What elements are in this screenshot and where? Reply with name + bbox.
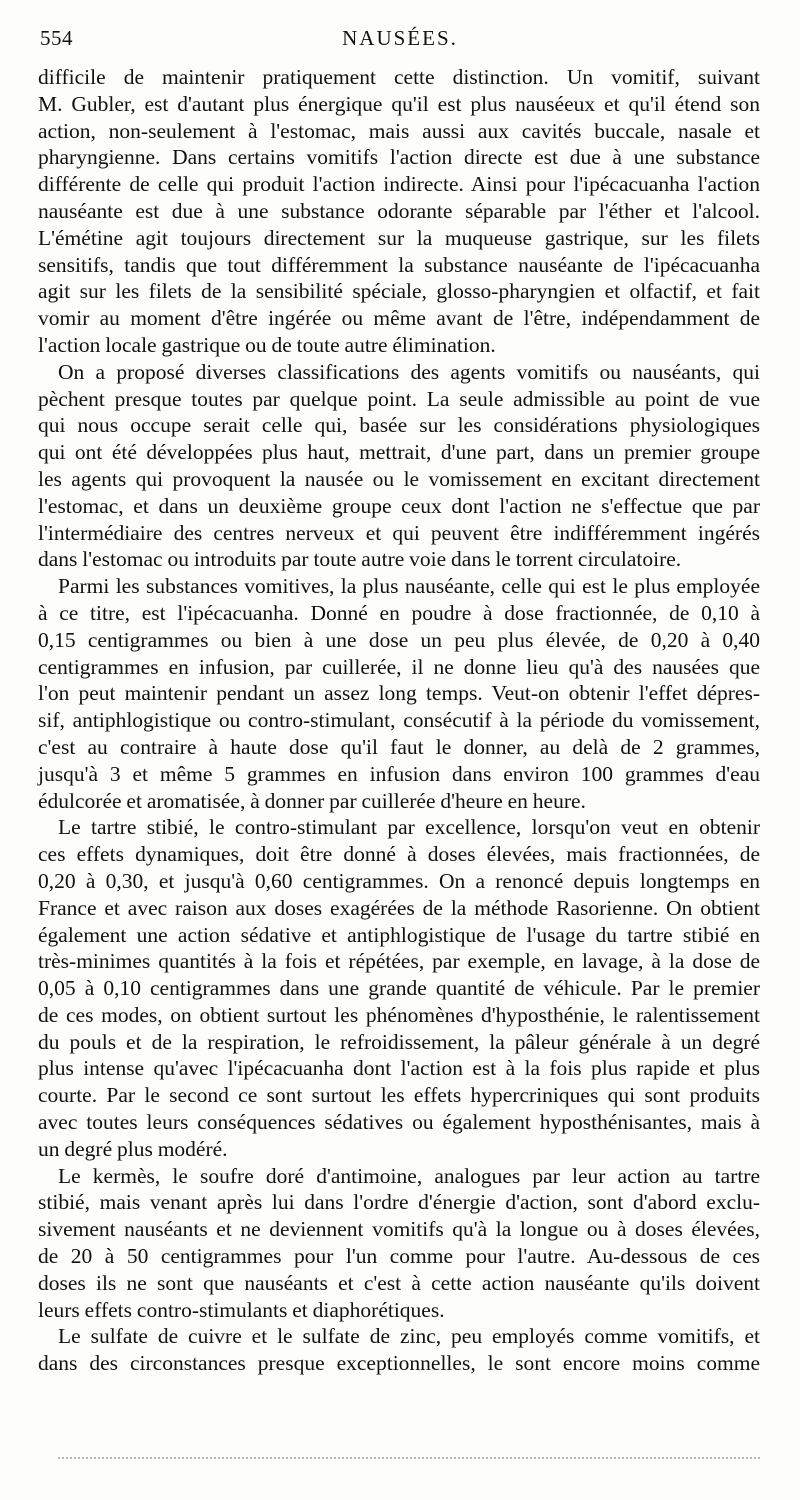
- text-line: les agents qui provoquent la nausée ou le vomissement en excitant directement: [38, 466, 760, 491]
- text-line: Parmi les substances vomitives, la plus nauséante, celle qui est le plus employée: [58, 574, 760, 599]
- text-line: édulcorée et aromatisée, à donner par cuillerée d'heure en heure.: [38, 788, 586, 813]
- text-line: de ces modes, on obtient surtout les phénomènes d'hyposthénie, le ralentissement: [38, 1002, 760, 1027]
- text-line: 0,05 à 0,10 centigrammes dans une grande quantité de véhicule. Par le premier: [38, 976, 760, 1001]
- paragraph: [38, 1163, 760, 1324]
- text-line: avec toutes leurs conséquences sédatives ou également hyposthénisantes, mais à: [38, 1110, 760, 1135]
- text-line: action, non-seulement à l'estomac, mais aussi aux cavités buccale, nasale et: [38, 118, 760, 143]
- text-line: jusqu'à 3 et même 5 grammes en infusion dans environ 100 grammes d'eau: [38, 761, 760, 786]
- text-line: l'intermédiaire des centres nerveux et qui peuvent être indifféremment ingérés: [38, 520, 760, 545]
- text-line: dans l'estomac ou introduits par toute autre voie dans le torrent circulatoire.: [38, 547, 682, 572]
- text-line: à ce titre, est l'ipécacuanha. Donné en poudre à dose fractionnée, de 0,10 à: [38, 600, 760, 625]
- paragraph: [38, 64, 760, 359]
- text-line: Le kermès, le soufre doré d'antimoine, analogues par leur action au tartre: [58, 1163, 760, 1188]
- text-line: Le sulfate de cuivre et le sulfate de zinc, peu employés comme vomitifs, et: [58, 1324, 760, 1349]
- paragraph: [38, 814, 760, 1162]
- text-line: également une action sédative et antiphlogistique de l'usage du tartre stibié en: [38, 922, 760, 947]
- text-line: 0,20 à 0,30, et jusqu'à 0,60 centigrammes. On a renoncé depuis longtemps en: [38, 868, 760, 893]
- text-line: de 20 à 50 centigrammes pour l'un comme pour l'autre. Au-dessous de ces: [38, 1244, 760, 1269]
- text-line: nauséante est due à une substance odorante séparable par l'éther et l'alcool.: [38, 198, 760, 223]
- paragraph: [38, 573, 760, 814]
- text-line: l'action locale gastrique ou de toute autre élimination.: [38, 332, 496, 357]
- text-line: pèchent presque toutes par quelque point. La seule admissible au point de vue: [38, 386, 760, 411]
- paragraph: [38, 359, 760, 573]
- text-line: c'est au contraire à haute dose qu'il faut le donner, au delà de 2 grammes,: [38, 734, 760, 759]
- text-line: L'émétine agit toujours directement sur la muqueuse gastrique, sur les filets: [38, 225, 760, 250]
- running-title: NAUSÉES.: [342, 26, 458, 50]
- text-line: difficile de maintenir pratiquement cette distinction. Un vomitif, suivant: [38, 65, 760, 89]
- text-line: France et avec raison aux doses exagérées de la méthode Rasorienne. On obtient: [38, 895, 760, 920]
- text-line: pharyngienne. Dans certains vomitifs l'action directe est due à une substance: [38, 145, 760, 170]
- text-line: agit sur les filets de la sensibilité spéciale, glosso-pharyngien et olfactif, et fait: [38, 279, 760, 304]
- paragraph: [38, 1323, 760, 1377]
- text-line: stibié, mais venant après lui dans l'ordre d'énergie d'action, sont d'abord exclu-: [38, 1190, 760, 1215]
- text-line: 0,15 centigrammes ou bien à une dose un peu plus élevée, de 0,20 à 0,40: [38, 627, 760, 652]
- text-line: l'estomac, et dans un deuxième groupe ceux dont l'action ne s'effectue que par: [38, 493, 760, 518]
- text-line: l'on peut maintenir pendant un assez long temps. Veut-on obtenir l'effet dépres-: [38, 681, 760, 706]
- text-line: différente de celle qui produit l'action indirecte. Ainsi pour l'ipécacuanha l'action: [38, 172, 760, 197]
- text-line: sensitifs, tandis que tout différemment la substance nauséante de l'ipécacuanha: [38, 252, 760, 277]
- text-line: M. Gubler, est d'autant plus énergique qu'il est plus nauséeux et qu'il étend son: [38, 91, 760, 116]
- text-line: qui ont été développées plus haut, mettrait, d'une part, dans un premier groupe: [38, 440, 760, 465]
- bleed-through-line: [58, 1457, 760, 1465]
- text-line: plus intense qu'avec l'ipécacuanha dont l'action est à la fois plus rapide et plus: [38, 1056, 760, 1081]
- text-line: qui nous occupe serait celle qui, basée sur les considérations physiologiques: [38, 413, 760, 438]
- text-line: sivement nauséants et ne deviennent vomitifs qu'à la longue ou à doses élevées,: [38, 1217, 760, 1242]
- text-line: centigrammes en infusion, par cuillerée, il ne donne lieu qu'à des nausées que: [38, 654, 760, 679]
- text-line: courte. Par le second ce sont surtout les effets hypercriniques qui sont produits: [38, 1083, 760, 1108]
- text-line: du pouls et de la respiration, le refroidissement, la pâleur générale à un degré: [38, 1029, 760, 1054]
- text-line: sif, antiphlogistique ou contro-stimulant, consécutif à la période du vomissement,: [38, 708, 760, 733]
- text-line: Le tartre stibié, le contro-stimulant par excellence, lorsqu'on veut en obtenir: [58, 815, 760, 840]
- text-line: leurs effets contro-stimulants et diaphorétiques.: [38, 1297, 445, 1322]
- text-line: doses ils ne sont que nauséants et c'est à cette action nauséante qu'ils doivent: [38, 1270, 760, 1295]
- text-line: dans des circonstances presque exceptionnelles, le sont encore moins comme: [38, 1351, 760, 1376]
- running-head: [40, 26, 760, 58]
- text-line: ces effets dynamiques, doit être donné à doses élevées, mais fractionnées, de: [38, 842, 760, 867]
- body-text: [38, 64, 760, 1377]
- text-line: On a proposé diverses classifications des agents vomitifs ou nauséants, qui: [58, 359, 760, 384]
- text-line: vomir au moment d'être ingérée ou même avant de l'être, indépendamment de: [38, 306, 760, 331]
- text-line: un degré plus modéré.: [38, 1136, 228, 1161]
- page-number: 554: [40, 26, 73, 50]
- text-line: très-minimes quantités à la fois et répétées, par exemple, en lavage, à la dose de: [38, 949, 760, 974]
